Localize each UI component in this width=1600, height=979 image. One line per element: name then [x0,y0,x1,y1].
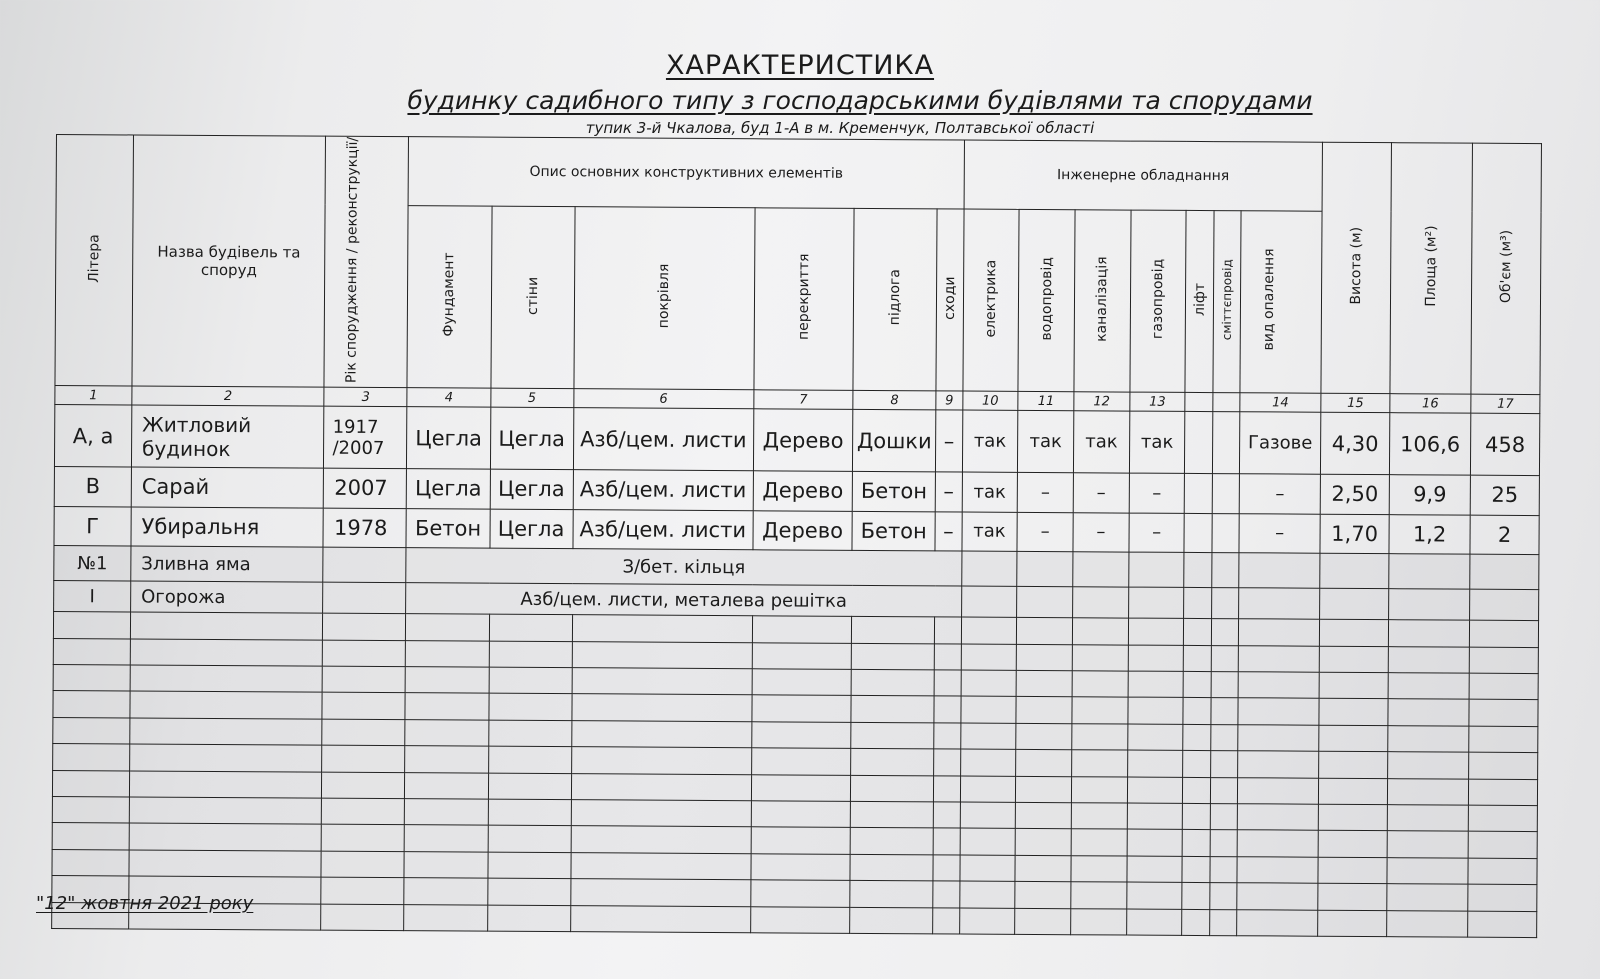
header-fundament: Фундамент [407,205,491,388]
cell-vysota: 1,70 [1320,514,1389,554]
cell-elektryka: так [962,410,1018,472]
header-skhody: сходи [936,209,964,392]
col-number [1185,393,1212,412]
cell-pokrivlia: Азб/цем. листи [573,408,754,471]
document-title: ХАРАКТЕРИСТИКА [665,50,935,81]
document-subtitle: будинку садибного типу з господарськими будівлями та спорудами [407,86,1313,115]
col-number: 15 [1321,393,1390,412]
cell-lift [1185,473,1213,513]
col-number: 16 [1390,394,1471,413]
cell-year [323,583,406,614]
cell-skhody: – [935,511,962,551]
cell-vysota: 2,50 [1320,474,1389,514]
cell-smittieprovid [1212,513,1240,553]
cell-year: 1978 [323,508,406,548]
header-hazoprovid: газопровід [1130,210,1187,393]
cell-hazoprovid: – [1129,473,1185,513]
cell-hazoprovid: так [1129,411,1185,473]
cell-perekryttia: Дерево [753,409,853,471]
col-number: 14 [1240,393,1321,412]
header-name: Назва будівель та споруд [132,135,326,387]
header-obiem: Об'єм (м³) [1471,143,1542,395]
col-number: 12 [1074,392,1130,411]
cell-fundament: Бетон [406,508,489,548]
col-number: 7 [754,390,853,410]
cell-ploshcha: 106,6 [1389,413,1470,475]
col-number: 6 [573,389,753,409]
header-stiny: стіни [490,206,574,389]
col-number: 4 [407,388,490,408]
cell-kanalizatsiia: так [1073,411,1129,473]
header-lift: ліфт [1185,210,1213,393]
cell-ploshcha: 1,2 [1389,514,1470,554]
cell-litera: А, а [54,405,131,467]
cell-name: Сарай [131,467,324,508]
header-ploshcha: Площа (м²) [1390,143,1473,395]
cell-name: Зливна яма [131,546,324,582]
col-number: 9 [936,391,963,410]
cell-stiny: Цегла [490,407,573,469]
col-number: 5 [490,388,573,408]
cell-stiny: Цегла [490,469,573,509]
header-pokrivlia: покрівля [574,206,755,390]
cell-litera: Г [54,506,131,546]
cell-pidloha: Дошки [853,410,936,472]
cell-vodoprovid: – [1017,472,1073,512]
col-number: 17 [1471,394,1540,413]
col-number: 8 [853,391,936,411]
cell-skhody: – [935,472,962,512]
cell-year: 2007 [324,468,407,508]
cell-opalennia: – [1239,513,1320,553]
cell-lift [1185,412,1213,474]
header-vyd-opalennia: вид опалення [1240,211,1322,394]
header-elektryka: електрика [963,209,1020,392]
col-number [1213,393,1240,412]
header-year: Рік спорудження / реконструкції/ [324,136,409,388]
col-number: 13 [1129,392,1185,411]
col-number: 1 [55,386,132,405]
cell-obiem: 25 [1470,475,1539,515]
cell-elektryka: так [962,512,1018,552]
cell-description: Азб/цем. листи, металева решітка [406,583,961,617]
col-number: 2 [132,386,325,406]
header-litera: Літера [55,135,134,387]
col-number: 11 [1018,392,1074,411]
header-opys: Опис основних конструктивних елементів [409,137,965,209]
cell-opalennia: – [1239,474,1320,514]
cell-description: З/бет. кільця [406,548,961,587]
cell-name: Огорожа [131,581,324,613]
header-inzh: Інженерне обладнання [964,140,1323,211]
cell-year [323,547,406,583]
cell-perekryttia: Дерево [753,471,853,511]
cell-stiny: Цегла [489,509,572,549]
cell-hazoprovid: – [1129,513,1185,553]
cell-litera: І [54,581,131,612]
cell-name: Житловий будинок [131,405,324,468]
header-vodoprovid: водопровід [1018,209,1075,392]
table-row [54,405,1539,476]
cell-lift [1184,513,1212,553]
cell-obiem: 2 [1470,515,1539,555]
header-smittieprovid: сміттєпровід [1213,210,1241,393]
cell-year: 1917 /2007 [324,406,407,468]
cell-smittieprovid [1212,473,1240,513]
cell-vodoprovid: – [1017,512,1073,552]
cell-pokrivlia: Азб/цем. листи [573,470,754,511]
cell-perekryttia: Дерево [753,510,853,550]
cell-opalennia: Газове [1240,412,1321,474]
cell-kanalizatsiia: – [1073,512,1129,552]
header-perekryttia: перекриття [754,208,854,391]
cell-kanalizatsiia: – [1073,473,1129,513]
cell-pidloha: Бетон [852,511,935,551]
cell-pidloha: Бетон [852,471,935,511]
property-address: тупик 3-й Чкалова, буд 1-А в м. Кременчук, Полтавської області [585,119,1095,137]
cell-ploshcha: 9,9 [1389,475,1470,515]
cell-fundament: Цегла [407,469,490,509]
header-pidloha: підлога [853,208,937,391]
cell-litera: №1 [54,546,131,582]
cell-vysota: 4,30 [1321,412,1390,474]
document-date: "12" жовтня 2021 року [36,893,254,914]
header-kanalizatsiia: каналізація [1074,210,1131,393]
characteristics-table [51,134,1542,938]
cell-vodoprovid: так [1018,411,1074,473]
cell-name: Убиральня [131,506,324,547]
cell-skhody: – [936,410,963,472]
cell-obiem: 458 [1470,413,1539,475]
cell-elektryka: так [962,472,1018,512]
cell-litera: В [54,466,131,506]
header-vysota: Висота (м) [1321,142,1391,394]
col-number: 3 [324,387,407,407]
col-number: 10 [962,391,1018,410]
cell-pokrivlia: Азб/цем. листи [573,509,754,550]
cell-fundament: Цегла [407,407,490,469]
cell-smittieprovid [1212,412,1240,474]
